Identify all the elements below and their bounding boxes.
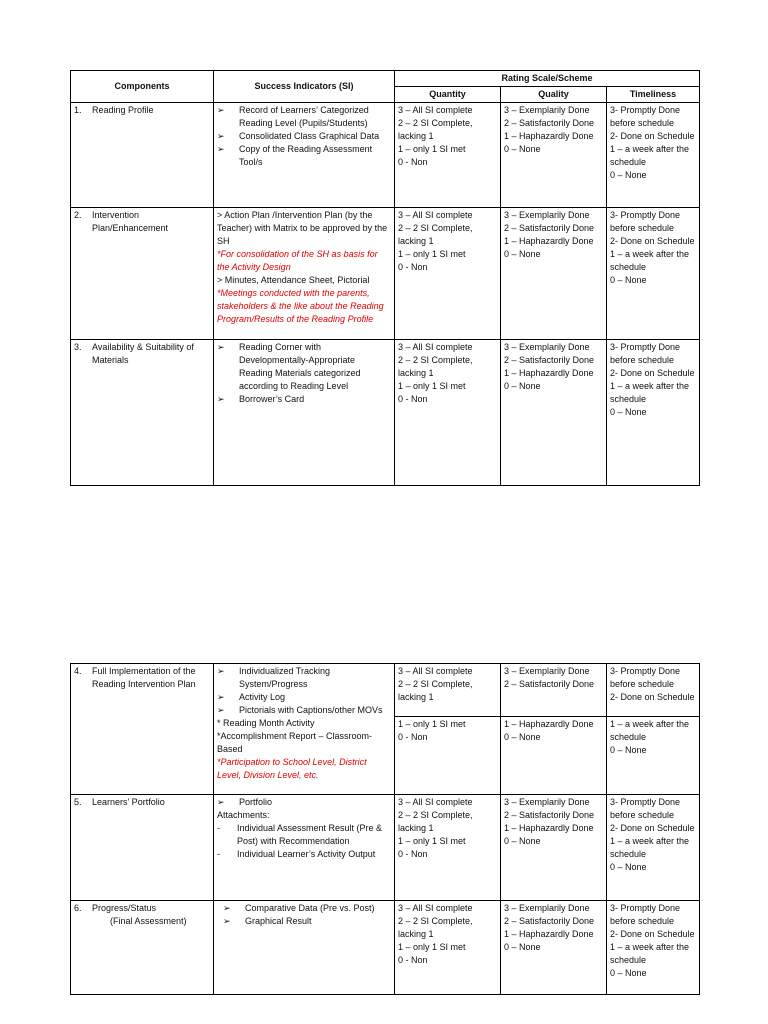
quantity-level: 0 - Non — [398, 394, 428, 404]
quality-cell — [501, 340, 607, 486]
indicator-note: *Participation to School Level, District Level, Division Level, etc. — [217, 757, 367, 780]
component-label: Reading Profile — [92, 105, 154, 115]
quality-level: 2 – Satisfactorily Done — [504, 223, 595, 233]
timeliness-level: 1 – a week after the schedule — [610, 719, 690, 742]
quality-level: 3 – Exemplarily Done — [504, 903, 590, 913]
timeliness-level: 1 – a week after the schedule — [610, 836, 690, 859]
quantity-level: 1 – only 1 SI met — [398, 249, 466, 259]
indicator-item: Individual Assessment Result (Pre & Post) with Recommendation — [237, 823, 383, 846]
indicator-item: * Reading Month Activity — [217, 718, 315, 728]
quantity-level: 0 - Non — [398, 849, 428, 859]
quantity-level: 1 – only 1 SI met — [398, 381, 466, 391]
quality-level: 1 – Haphazardly Done — [504, 131, 594, 141]
timeliness-level: 3- Promptly Done before schedule — [610, 105, 681, 128]
timeliness-level: 3- Promptly Done before schedule — [610, 210, 681, 233]
quantity-level: 2 – 2 SI Complete, lacking 1 — [398, 118, 473, 141]
timeliness-level: 1 – a week after the schedule — [610, 249, 690, 272]
row-number: 4. — [74, 666, 82, 676]
component-cell — [71, 901, 214, 995]
indicator-item: Borrower’s Card — [239, 394, 305, 404]
timeliness-cell — [607, 664, 700, 717]
quantity-level: 2 – 2 SI Complete, lacking 1 — [398, 355, 473, 378]
quality-level: 0 – None — [504, 381, 541, 391]
quality-level: 0 – None — [504, 836, 541, 846]
quality-level: 3 – Exemplarily Done — [504, 342, 590, 352]
quantity-level: 1 – only 1 SI met — [398, 719, 466, 729]
indicator-note: *For consolidation of the SH as basis for the Activity Design — [217, 249, 378, 272]
indicator-note: *Meetings conducted with the parents, stakeholders & the like about the Reading Program/Results of the Reading Profile — [217, 288, 384, 324]
quality-level: 0 – None — [504, 732, 541, 742]
indicator-item: Consolidated Class Graphical Data — [239, 131, 380, 141]
quality-level: 2 – Satisfactorily Done — [504, 679, 595, 689]
timeliness-cell — [607, 717, 700, 795]
quality-level: 2 – Satisfactorily Done — [504, 916, 595, 926]
quality-cell — [501, 103, 607, 208]
indicator-item: Copy of the Reading Assessment Tool/s — [239, 144, 373, 167]
table-row — [71, 901, 700, 995]
quality-level: 1 – Haphazardly Done — [504, 929, 594, 939]
component-label: Intervention Plan/Enhancement — [92, 210, 169, 233]
dash-bullet: - — [217, 849, 220, 859]
row-number: 5. — [74, 797, 82, 807]
timeliness-level: 0 – None — [610, 170, 647, 180]
indicators-cell — [214, 340, 395, 486]
timeliness-level: 2- Done on Schedule — [610, 692, 695, 702]
quantity-level: 0 - Non — [398, 157, 428, 167]
row-number: 3. — [74, 342, 82, 352]
indicator-item: *Accomplishment Report – Classroom-Based — [217, 731, 373, 754]
indicator-item: Portfolio — [239, 797, 273, 807]
quality-level: 1 – Haphazardly Done — [504, 719, 594, 729]
timeliness-cell — [607, 901, 700, 995]
header-timeliness: Timeliness — [607, 87, 700, 103]
component-label: Availability & Suitability of Materials — [92, 342, 194, 365]
row-number: 1. — [74, 105, 82, 115]
timeliness-level: 1 – a week after the schedule — [610, 381, 690, 404]
timeliness-level: 2- Done on Schedule — [610, 131, 695, 141]
component-cell — [71, 340, 214, 486]
arrow-bullet-icon — [217, 393, 239, 406]
header-components: Components — [71, 71, 214, 103]
quality-cell — [501, 208, 607, 340]
quantity-level: 3 – All SI complete — [398, 903, 473, 913]
quantity-level: 3 – All SI complete — [398, 797, 473, 807]
quality-level: 1 – Haphazardly Done — [504, 368, 594, 378]
quantity-level: 2 – 2 SI Complete, lacking 1 — [398, 810, 473, 833]
timeliness-level: 2- Done on Schedule — [610, 236, 695, 246]
arrow-bullet-icon — [217, 691, 239, 704]
quality-level: 0 – None — [504, 942, 541, 952]
indicator-item: Individualized Tracking System/Progress — [239, 666, 331, 689]
quantity-level: 0 - Non — [398, 955, 428, 965]
arrow-bullet-icon — [217, 130, 239, 143]
quantity-level: 2 – 2 SI Complete, lacking 1 — [398, 679, 473, 702]
indicator-item: Pictorials with Captions/other MOVs — [239, 705, 383, 715]
quantity-cell — [395, 103, 501, 208]
arrow-bullet-icon — [217, 704, 239, 717]
arrow-bullet-icon — [217, 796, 239, 809]
table-row — [71, 103, 700, 208]
component-sublabel: (Final Assessment) — [110, 916, 187, 926]
quantity-cell — [395, 901, 501, 995]
indicator-item: Comparative Data (Pre vs. Post) — [245, 903, 375, 913]
timeliness-cell — [607, 795, 700, 901]
quantity-level: 1 – only 1 SI met — [398, 836, 466, 846]
quality-cell — [501, 717, 607, 795]
quality-level: 3 – Exemplarily Done — [504, 105, 590, 115]
quantity-level: 0 - Non — [398, 732, 428, 742]
arrow-bullet-icon — [217, 143, 239, 169]
component-cell — [71, 103, 214, 208]
quantity-cell — [395, 208, 501, 340]
quality-level: 3 – Exemplarily Done — [504, 666, 590, 676]
indicator-item: Activity Log — [239, 692, 286, 702]
rubric-table-2 — [70, 663, 700, 995]
arrow-bullet-icon — [217, 341, 239, 393]
quality-level: 0 – None — [504, 249, 541, 259]
quantity-level: 1 – only 1 SI met — [398, 144, 466, 154]
header-rating-scale: Rating Scale/Scheme — [395, 71, 700, 87]
quality-cell — [501, 664, 607, 717]
rubric-table-1 — [70, 70, 700, 486]
timeliness-level: 3- Promptly Done before schedule — [610, 666, 681, 689]
component-cell — [71, 208, 214, 340]
quality-level: 2 – Satisfactorily Done — [504, 355, 595, 365]
quality-level: 2 – Satisfactorily Done — [504, 118, 595, 128]
table-row — [71, 340, 700, 486]
arrow-bullet-icon — [223, 902, 245, 915]
indicators-cell — [214, 208, 395, 340]
header-success-indicators: Success Indicators (SI) — [214, 71, 395, 103]
indicators-cell — [214, 795, 395, 901]
timeliness-level: 1 – a week after the schedule — [610, 144, 690, 167]
quantity-level: 2 – 2 SI Complete, lacking 1 — [398, 916, 473, 939]
quality-level: 2 – Satisfactorily Done — [504, 810, 595, 820]
quantity-cell — [395, 340, 501, 486]
component-cell — [71, 664, 214, 795]
quantity-level: 3 – All SI complete — [398, 210, 473, 220]
quantity-level: 3 – All SI complete — [398, 666, 473, 676]
timeliness-level: 3- Promptly Done before schedule — [610, 342, 681, 365]
quality-cell — [501, 901, 607, 995]
component-label: Full Implementation of the Reading Intervention Plan — [92, 666, 196, 689]
header-quantity: Quantity — [395, 87, 501, 103]
component-label: Learners’ Portfolio — [92, 797, 165, 807]
quantity-cell — [395, 795, 501, 901]
quantity-cell — [395, 717, 501, 795]
timeliness-level: 2- Done on Schedule — [610, 929, 695, 939]
timeliness-cell — [607, 340, 700, 486]
indicator-item: Reading Corner with Developmentally-Appropriate Reading Materials categorized according to Reading Level — [239, 342, 361, 391]
indicator-item: Graphical Result — [245, 916, 312, 926]
timeliness-level: 0 – None — [610, 275, 647, 285]
header-quality: Quality — [501, 87, 607, 103]
table-row — [71, 664, 700, 717]
quality-level: 3 – Exemplarily Done — [504, 797, 590, 807]
arrow-bullet-icon — [223, 915, 245, 928]
quality-level: 1 – Haphazardly Done — [504, 823, 594, 833]
component-cell — [71, 795, 214, 901]
quality-level: 1 – Haphazardly Done — [504, 236, 594, 246]
quantity-cell — [395, 664, 501, 717]
indicator-item: > Minutes, Attendance Sheet, Pictorial — [217, 275, 370, 285]
timeliness-level: 0 – None — [610, 745, 647, 755]
table-row — [71, 208, 700, 340]
dash-bullet: - — [217, 823, 220, 833]
quantity-level: 2 – 2 SI Complete, lacking 1 — [398, 223, 473, 246]
indicators-cell — [214, 901, 395, 995]
row-number: 2. — [74, 210, 82, 220]
indicators-cell — [214, 103, 395, 208]
timeliness-level: 1 – a week after the schedule — [610, 942, 690, 965]
timeliness-level: 3- Promptly Done before schedule — [610, 797, 681, 820]
row-number: 6. — [74, 903, 82, 913]
arrow-bullet-icon — [217, 665, 239, 691]
timeliness-level: 0 – None — [610, 968, 647, 978]
indicator-item: Record of Learners’ Categorized Reading Level (Pupils/Students) — [239, 105, 369, 128]
quality-level: 3 – Exemplarily Done — [504, 210, 590, 220]
quality-level: 0 – None — [504, 144, 541, 154]
quantity-level: 3 – All SI complete — [398, 342, 473, 352]
timeliness-cell — [607, 208, 700, 340]
arrow-bullet-icon — [217, 104, 239, 130]
quantity-level: 0 - Non — [398, 262, 428, 272]
timeliness-level: 2- Done on Schedule — [610, 368, 695, 378]
quantity-level: 3 – All SI complete — [398, 105, 473, 115]
timeliness-level: 0 – None — [610, 862, 647, 872]
timeliness-cell — [607, 103, 700, 208]
indicator-item: Attachments: — [217, 810, 270, 820]
timeliness-level: 2- Done on Schedule — [610, 823, 695, 833]
timeliness-level: 3- Promptly Done before schedule — [610, 903, 681, 926]
indicator-item: Individual Learner’s Activity Output — [237, 849, 376, 859]
quality-cell — [501, 795, 607, 901]
quantity-level: 1 – only 1 SI met — [398, 942, 466, 952]
timeliness-level: 0 – None — [610, 407, 647, 417]
indicator-item: > Action Plan /Intervention Plan (by the Teacher) with Matrix to be approved by the SH — [217, 210, 388, 246]
table-row — [71, 795, 700, 901]
indicators-cell — [214, 664, 395, 795]
component-label: Progress/Status — [92, 903, 157, 913]
